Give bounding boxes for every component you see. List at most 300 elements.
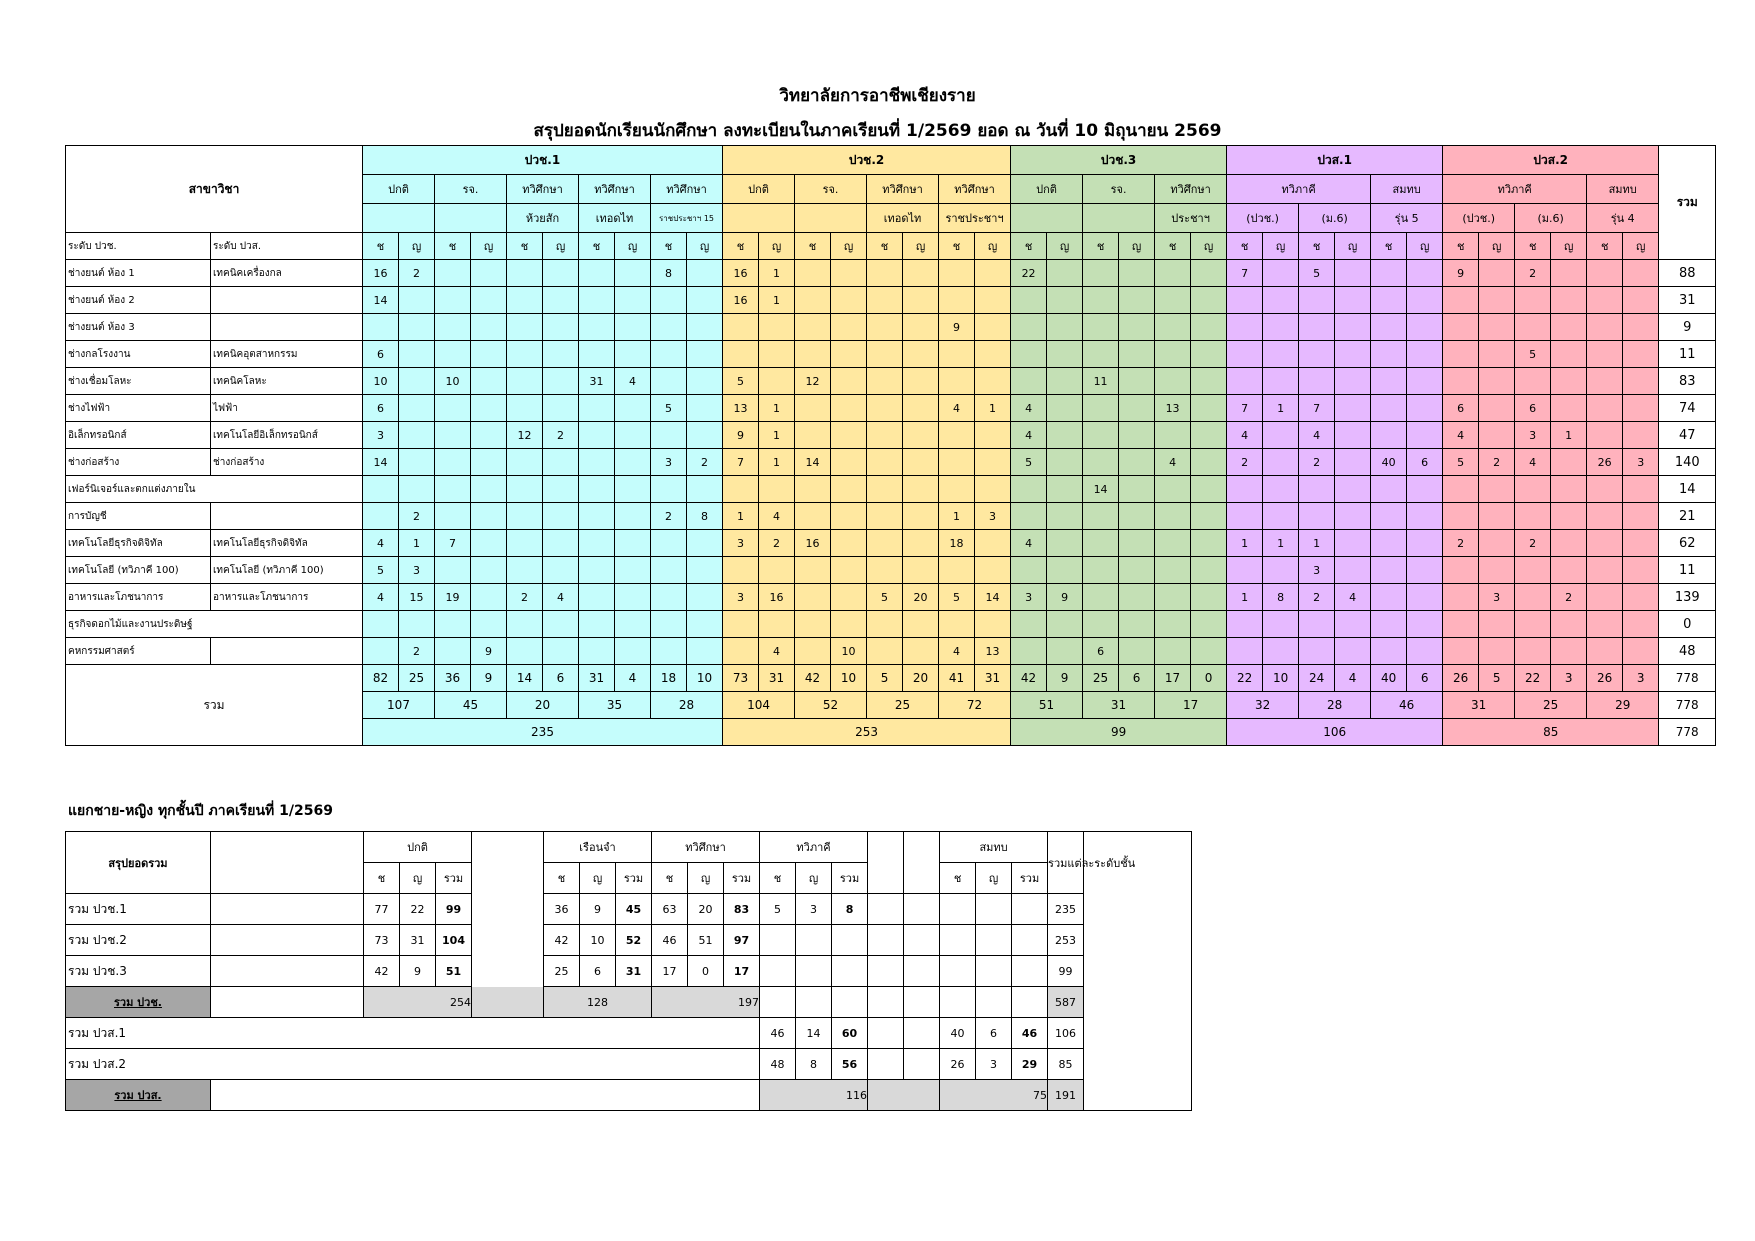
total-cell: 4 (615, 665, 651, 692)
row-total: 140 (1659, 449, 1716, 476)
count-cell (1479, 422, 1515, 449)
row-total: 11 (1659, 341, 1716, 368)
count-cell (543, 638, 579, 665)
count-cell: 7 (1299, 395, 1335, 422)
total-cell: 10 (831, 665, 867, 692)
count-cell: 25 (544, 956, 580, 987)
count-cell (1119, 422, 1155, 449)
count-cell (1551, 449, 1587, 476)
total-cell: 41 (939, 665, 975, 692)
female-header: ญ (399, 233, 435, 260)
count-cell (507, 341, 543, 368)
count-cell: 9 (1047, 584, 1083, 611)
count-cell: 7 (723, 449, 759, 476)
count-cell (1227, 341, 1263, 368)
count-cell (1371, 260, 1407, 287)
count-cell (651, 476, 687, 503)
hvc-program: เทคโนโลยีธุรกิจดิจิทัล (211, 530, 363, 557)
count-cell: 97 (724, 925, 760, 956)
count-cell: 52 (616, 925, 652, 956)
count-cell (832, 925, 868, 956)
count-cell: 1 (723, 503, 759, 530)
count-cell: 14 (363, 287, 399, 314)
count-cell (615, 584, 651, 611)
totals-gender-row (66, 665, 1716, 692)
count-cell: 6 (1515, 395, 1551, 422)
count-cell (1479, 341, 1515, 368)
count-cell (579, 503, 615, 530)
count-cell (687, 260, 723, 287)
count-cell (1191, 449, 1227, 476)
count-cell: 2 (1515, 530, 1551, 557)
count-cell (435, 341, 471, 368)
count-cell (399, 476, 435, 503)
count-cell (579, 449, 615, 476)
count-cell: 45 (616, 894, 652, 925)
total-cell: 51 (1011, 692, 1083, 719)
type-header: ทวิศึกษา (1155, 175, 1227, 204)
count-cell (1083, 395, 1119, 422)
count-cell (1119, 611, 1155, 638)
count-cell: 99 (436, 894, 472, 925)
count-cell (1227, 557, 1263, 584)
count-cell (795, 422, 831, 449)
vc-program: เทคโนโลยี (ทวิภาคี 100) (66, 557, 211, 584)
total-cell: 25 (867, 692, 939, 719)
count-cell: 14 (1083, 476, 1119, 503)
count-cell (939, 449, 975, 476)
count-cell: 14 (796, 1018, 832, 1049)
count-cell: 2 (543, 422, 579, 449)
count-cell (615, 395, 651, 422)
count-cell (1551, 638, 1587, 665)
count-cell (1335, 287, 1371, 314)
gap-cell (472, 832, 544, 894)
vc-program: ช่างยนต์ ห้อง 2 (66, 287, 211, 314)
count-cell (1191, 422, 1227, 449)
count-cell (1191, 314, 1227, 341)
blank-cell (904, 1049, 940, 1080)
count-cell (1047, 368, 1083, 395)
type-header: ทวิศึกษา (939, 175, 1011, 204)
count-cell (760, 925, 796, 956)
count-cell (1623, 368, 1659, 395)
count-cell (543, 530, 579, 557)
total-cell: 18 (651, 665, 687, 692)
blank-header (868, 832, 904, 894)
row-total: 62 (1659, 530, 1716, 557)
count-cell (1299, 638, 1335, 665)
count-cell (1011, 557, 1047, 584)
count-cell (1443, 368, 1479, 395)
vc-program: ช่างกลโรงงาน (66, 341, 211, 368)
count-cell (1155, 638, 1191, 665)
count-cell (1299, 611, 1335, 638)
subtype-header: ประชาฯ (1155, 204, 1227, 233)
type-header: ทวิภาคี (1227, 175, 1371, 204)
subtype-header: (ปวช.) (1227, 204, 1299, 233)
count-cell (1047, 449, 1083, 476)
count-cell (543, 341, 579, 368)
count-cell (1191, 368, 1227, 395)
count-cell (615, 638, 651, 665)
count-cell: 5 (651, 395, 687, 422)
count-cell (1119, 368, 1155, 395)
count-cell (795, 395, 831, 422)
count-cell (1011, 638, 1047, 665)
group-header: ปวช.2 (723, 146, 1011, 175)
count-cell (1623, 503, 1659, 530)
total-cell: 82 (363, 665, 399, 692)
male-header: ช (1083, 233, 1119, 260)
vc-program: ช่างยนต์ ห้อง 3 (66, 314, 211, 341)
count-cell (903, 530, 939, 557)
count-cell: 6 (1443, 395, 1479, 422)
count-cell (1587, 260, 1623, 287)
subtype-header: เทอดไท (579, 204, 651, 233)
female-header: ญ (471, 233, 507, 260)
count-cell (1299, 341, 1335, 368)
blank-cell (211, 987, 364, 1018)
count-cell (471, 368, 507, 395)
count-cell (976, 956, 1012, 987)
level-total: 85 (1048, 1049, 1084, 1080)
count-cell (903, 260, 939, 287)
male-header: ช (1011, 233, 1047, 260)
blank-cell (868, 925, 904, 956)
count-cell: 2 (1443, 530, 1479, 557)
blank-cell (868, 1018, 904, 1049)
total-cell: 26 (1443, 665, 1479, 692)
blank-cell (868, 956, 904, 987)
count-cell (1083, 449, 1119, 476)
count-cell (1407, 584, 1443, 611)
count-cell (1191, 395, 1227, 422)
count-cell: 9 (1443, 260, 1479, 287)
subtype-header: ราชประชาฯ 15 (651, 204, 723, 233)
count-cell: 36 (544, 894, 580, 925)
count-cell (759, 368, 795, 395)
count-cell (867, 341, 903, 368)
count-cell (543, 476, 579, 503)
count-cell: 1 (759, 395, 795, 422)
count-cell (1479, 503, 1515, 530)
count-cell (1587, 611, 1623, 638)
count-cell (1551, 503, 1587, 530)
type-header: ทวิศึกษา (507, 175, 579, 204)
type-header: รจ. (1083, 175, 1155, 204)
count-cell: 9 (400, 956, 436, 987)
male-header: ช (760, 863, 796, 894)
female-header: ญ (688, 863, 724, 894)
count-cell (687, 557, 723, 584)
count-cell (507, 611, 543, 638)
count-cell (1011, 287, 1047, 314)
count-cell (1047, 260, 1083, 287)
level-total: 106 (1048, 1018, 1084, 1049)
rj-header: เรือนจำ (544, 832, 652, 863)
count-cell (1335, 395, 1371, 422)
count-cell (867, 557, 903, 584)
level-total: 253 (1048, 925, 1084, 956)
count-cell (1155, 611, 1191, 638)
count-cell (795, 341, 831, 368)
count-cell (1407, 503, 1443, 530)
count-cell (1371, 422, 1407, 449)
count-cell (1335, 530, 1371, 557)
count-cell (1587, 422, 1623, 449)
count-cell (867, 503, 903, 530)
count-cell: 3 (723, 530, 759, 557)
row-total: 14 (1659, 476, 1716, 503)
count-cell (759, 611, 795, 638)
count-cell (1047, 638, 1083, 665)
count-cell: 51 (436, 956, 472, 987)
count-cell (1407, 611, 1443, 638)
grand-total: 778 (1659, 719, 1716, 746)
count-cell (867, 530, 903, 557)
group-total: 85 (1443, 719, 1659, 746)
hvc-dual-vocational-total: 116 (760, 1080, 868, 1111)
blank-cell (868, 1049, 904, 1080)
type-header: ปกติ (363, 175, 435, 204)
count-cell (831, 584, 867, 611)
count-cell (1227, 287, 1263, 314)
count-cell (435, 638, 471, 665)
count-cell (507, 638, 543, 665)
table-row (66, 503, 1716, 530)
count-cell (363, 314, 399, 341)
count-cell (471, 584, 507, 611)
hvc-program (211, 638, 363, 665)
row-total: 83 (1659, 368, 1716, 395)
count-cell (1371, 611, 1407, 638)
count-cell: 26 (940, 1049, 976, 1080)
count-cell: 2 (399, 260, 435, 287)
count-cell (471, 422, 507, 449)
dual-vocational-header: ทวิภาคี (760, 832, 868, 863)
count-cell (1515, 287, 1551, 314)
count-cell: 8 (651, 260, 687, 287)
count-cell (687, 368, 723, 395)
count-cell (903, 449, 939, 476)
count-cell (831, 422, 867, 449)
count-cell (1587, 503, 1623, 530)
count-cell (1335, 368, 1371, 395)
count-cell (903, 557, 939, 584)
count-cell: 5 (363, 557, 399, 584)
count-cell: 1 (1263, 530, 1299, 557)
count-cell (399, 449, 435, 476)
count-cell (435, 395, 471, 422)
count-cell: 4 (1335, 584, 1371, 611)
count-cell: 42 (544, 925, 580, 956)
female-header: ญ (976, 863, 1012, 894)
count-cell (903, 314, 939, 341)
table-row (66, 557, 1716, 584)
female-header: ญ (543, 233, 579, 260)
count-cell (1443, 341, 1479, 368)
row-total: 88 (1659, 260, 1716, 287)
sum-header: รวม (832, 863, 868, 894)
count-cell: 11 (1083, 368, 1119, 395)
count-cell: 48 (760, 1049, 796, 1080)
enrollment-table (65, 145, 1716, 746)
count-cell: 40 (940, 1018, 976, 1049)
count-cell (687, 584, 723, 611)
count-cell (1263, 611, 1299, 638)
female-header: ญ (580, 863, 616, 894)
hvc-program: เทคนิคโลหะ (211, 368, 363, 395)
count-cell (1443, 584, 1479, 611)
count-cell (1371, 314, 1407, 341)
female-header: ญ (1407, 233, 1443, 260)
summary-row-label: รวม ปวช.2 (66, 925, 211, 956)
count-cell (1335, 557, 1371, 584)
count-cell (1191, 557, 1227, 584)
count-cell: 3 (651, 449, 687, 476)
gap-cell (472, 956, 544, 987)
count-cell: 2 (1299, 449, 1335, 476)
count-cell: 9 (580, 894, 616, 925)
count-cell (1047, 395, 1083, 422)
row-total: 9 (1659, 314, 1716, 341)
total-cell: 3 (1551, 665, 1587, 692)
count-cell (471, 395, 507, 422)
group-total: 106 (1227, 719, 1443, 746)
count-cell (1551, 314, 1587, 341)
male-header: ช (435, 233, 471, 260)
count-cell (939, 260, 975, 287)
gap-cell (472, 894, 544, 925)
count-cell (1443, 287, 1479, 314)
total-cell: 3 (1623, 665, 1659, 692)
type-header: ทวิศึกษา (579, 175, 651, 204)
vc-program: ช่างเชื่อมโลหะ (66, 368, 211, 395)
total-cell: 4 (1335, 665, 1371, 692)
count-cell (1479, 395, 1515, 422)
count-cell: 73 (364, 925, 400, 956)
female-header: ญ (1119, 233, 1155, 260)
subtype-header: รุ่น 5 (1371, 204, 1443, 233)
count-cell (615, 287, 651, 314)
count-cell (939, 557, 975, 584)
blank-cell (760, 987, 796, 1018)
page-title: วิทยาลัยการอาชีพเชียงราย (779, 86, 976, 106)
summary-row (66, 925, 1192, 956)
count-cell (903, 611, 939, 638)
count-cell (903, 503, 939, 530)
count-cell (1371, 341, 1407, 368)
type-header: ทวิศึกษา (651, 175, 723, 204)
count-cell: 5 (1515, 341, 1551, 368)
count-cell (1443, 476, 1479, 503)
count-cell (1623, 530, 1659, 557)
count-cell (687, 530, 723, 557)
total-cell: 26 (1587, 665, 1623, 692)
count-cell (1011, 476, 1047, 503)
count-cell: 1 (1299, 530, 1335, 557)
total-cell: 31 (1443, 692, 1515, 719)
count-cell: 3 (1011, 584, 1047, 611)
count-cell: 4 (615, 368, 651, 395)
count-cell (1299, 368, 1335, 395)
hvc-program: ช่างก่อสร้าง (211, 449, 363, 476)
count-cell: 17 (652, 956, 688, 987)
hvc-program (211, 287, 363, 314)
total-cell: 104 (723, 692, 795, 719)
vc-program: การบัญชี (66, 503, 211, 530)
table-row (66, 287, 1716, 314)
count-cell: 63 (652, 894, 688, 925)
subtype-header (795, 204, 867, 233)
count-cell (579, 611, 615, 638)
count-cell (831, 368, 867, 395)
count-cell: 4 (939, 638, 975, 665)
count-cell: 4 (759, 638, 795, 665)
level-hvc-header: ระดับ ปวส. (211, 233, 363, 260)
count-cell (1623, 395, 1659, 422)
total-cell: 6 (1407, 665, 1443, 692)
count-cell (1587, 557, 1623, 584)
table-row (66, 449, 1716, 476)
count-cell (615, 449, 651, 476)
female-header: ญ (687, 233, 723, 260)
subtype-header (1083, 204, 1155, 233)
count-cell (939, 422, 975, 449)
summary-header-row (66, 832, 1192, 863)
count-cell (1551, 530, 1587, 557)
blank-cell (211, 956, 364, 987)
count-cell (399, 368, 435, 395)
count-cell (1623, 638, 1659, 665)
count-cell (867, 638, 903, 665)
count-cell (1515, 611, 1551, 638)
summary-table (65, 831, 1192, 1111)
count-cell: 46 (1012, 1018, 1048, 1049)
total-header: รวม (1659, 146, 1716, 260)
vc-program: ช่างก่อสร้าง (66, 449, 211, 476)
count-cell (903, 287, 939, 314)
count-cell: 77 (364, 894, 400, 925)
male-header: ช (363, 233, 399, 260)
count-cell: 9 (939, 314, 975, 341)
count-cell (1551, 260, 1587, 287)
male-header: ช (651, 233, 687, 260)
count-cell (471, 476, 507, 503)
hvc-total-label: รวม ปวส. (66, 1080, 211, 1111)
count-cell (1191, 476, 1227, 503)
count-cell (471, 260, 507, 287)
count-cell (1335, 449, 1371, 476)
count-cell (1263, 314, 1299, 341)
count-cell (1407, 638, 1443, 665)
male-header: ช (1587, 233, 1623, 260)
female-header: ญ (903, 233, 939, 260)
count-cell (1551, 287, 1587, 314)
count-cell (1623, 314, 1659, 341)
count-cell (1263, 341, 1299, 368)
count-cell: 22 (1011, 260, 1047, 287)
total-cell: 10 (687, 665, 723, 692)
count-cell: 1 (759, 287, 795, 314)
count-cell (867, 449, 903, 476)
count-cell (759, 314, 795, 341)
count-cell: 3 (976, 1049, 1012, 1080)
count-cell (1371, 395, 1407, 422)
count-cell: 0 (688, 956, 724, 987)
count-cell (1371, 476, 1407, 503)
